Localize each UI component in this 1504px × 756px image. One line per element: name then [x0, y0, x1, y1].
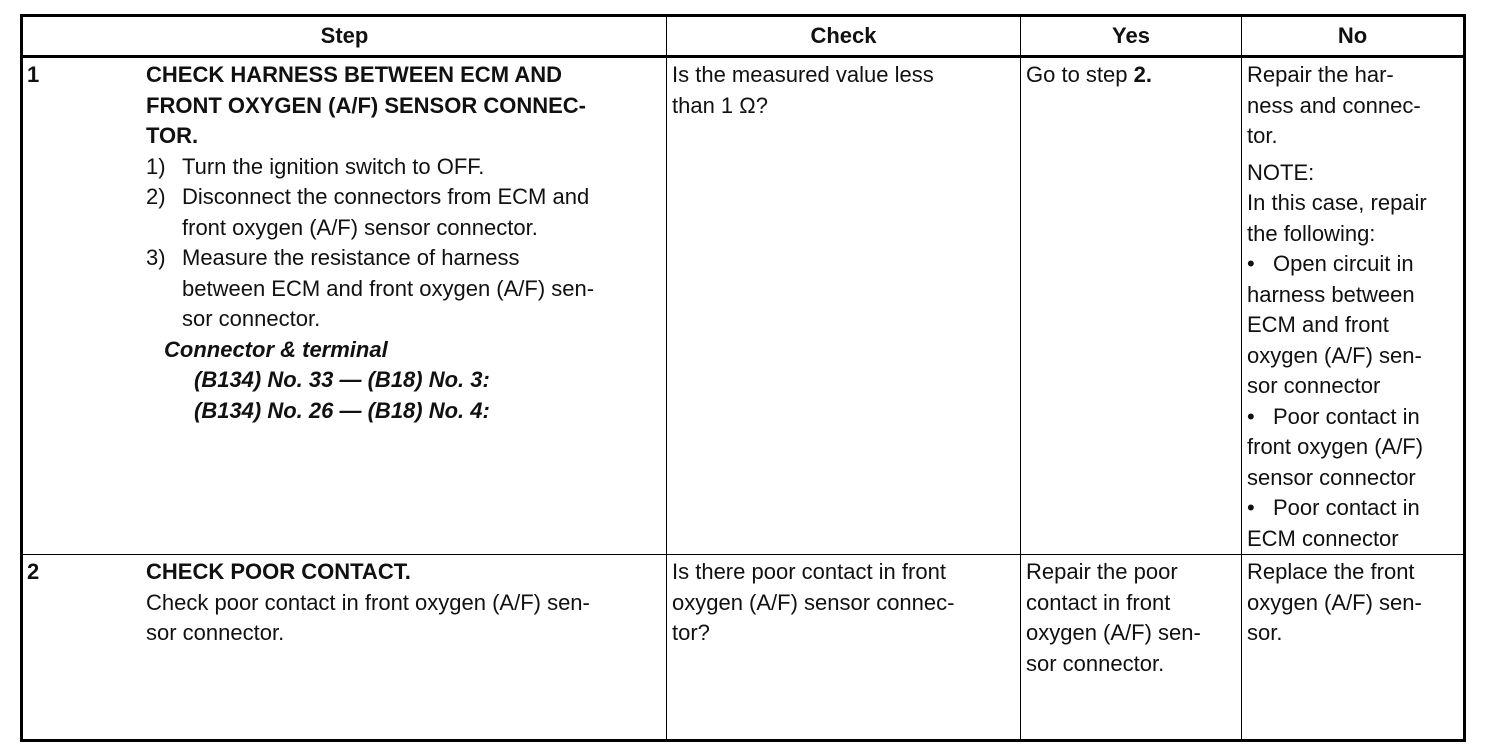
- yes-cell: [1021, 57, 1242, 555]
- check-cell: Is the measured value less than 1 Ω?: [667, 57, 1021, 555]
- bullet-icon: •: [1247, 495, 1255, 520]
- yes-text: Go to step: [1026, 62, 1134, 87]
- step-body: Check poor contact in front oxygen (A/F) sen- sor connector.: [146, 589, 590, 645]
- header-row: [22, 16, 1465, 57]
- header-check: Check: [667, 16, 1021, 57]
- substep-item: 3) Measure the resistance of harness between ECM and front oxygen (A/F) sen- sor connector.: [146, 245, 595, 331]
- list-item: • Open circuit in harness between ECM and front oxygen (A/F) sen- sor connector: [1247, 251, 1422, 398]
- connector-terminal-line: (B134) No. 33 — (B18) No. 3:: [194, 367, 490, 392]
- step-cell: [22, 57, 667, 555]
- step-title: CHECK POOR CONTACT.: [146, 559, 411, 584]
- no-cell: Repair the har- ness and connec- tor. NOTE: In this case, repair the following: • Open circuit in harness between ECM and front oxygen (A/F) sen- sor connector • Poor contact in front oxygen (A/F) sensor connector • Poor contact in ECM connector: [1242, 57, 1465, 555]
- step-cell: [22, 555, 667, 741]
- connector-heading: Connector & terminal: [164, 336, 388, 362]
- header-yes: Yes: [1021, 16, 1242, 57]
- substep-item: 1) Turn the ignition switch to OFF.: [146, 153, 485, 179]
- note-label: NOTE:: [1247, 159, 1315, 185]
- no-cell: Replace the front oxygen (A/F) sen- sor.: [1242, 555, 1465, 741]
- list-item: • Poor contact in front oxygen (A/F) sensor connector: [1247, 403, 1424, 490]
- list-item: • Poor contact in ECM connector: [1247, 495, 1420, 551]
- table-row: [22, 57, 1465, 555]
- check-cell: Is there poor contact in front oxygen (A/F) sensor connec- tor?: [667, 555, 1021, 741]
- substep-list: [146, 152, 656, 335]
- step-number: 1: [27, 62, 40, 87]
- step-title: CHECK HARNESS BETWEEN ECM AND FRONT OXYGEN (A/F) SENSOR CONNEC- TOR.: [146, 62, 587, 148]
- diagnostic-table: [20, 14, 1466, 742]
- table-row: [22, 555, 1465, 741]
- goto-step-ref: 2.: [1133, 62, 1152, 87]
- bullet-icon: •: [1247, 403, 1255, 429]
- bullet-icon: •: [1247, 251, 1255, 276]
- step-number: 2: [27, 559, 40, 584]
- yes-cell: Repair the poor contact in front oxygen (A/F) sen- sor connector.: [1021, 555, 1242, 741]
- header-step: Step: [22, 16, 667, 57]
- repair-bullet-list: [1247, 249, 1457, 554]
- connector-terminal-line: (B134) No. 26 — (B18) No. 4:: [194, 397, 490, 423]
- header-no: No: [1242, 16, 1465, 57]
- substep-item: 2) Disconnect the connectors from ECM and front oxygen (A/F) sensor connector.: [146, 184, 590, 240]
